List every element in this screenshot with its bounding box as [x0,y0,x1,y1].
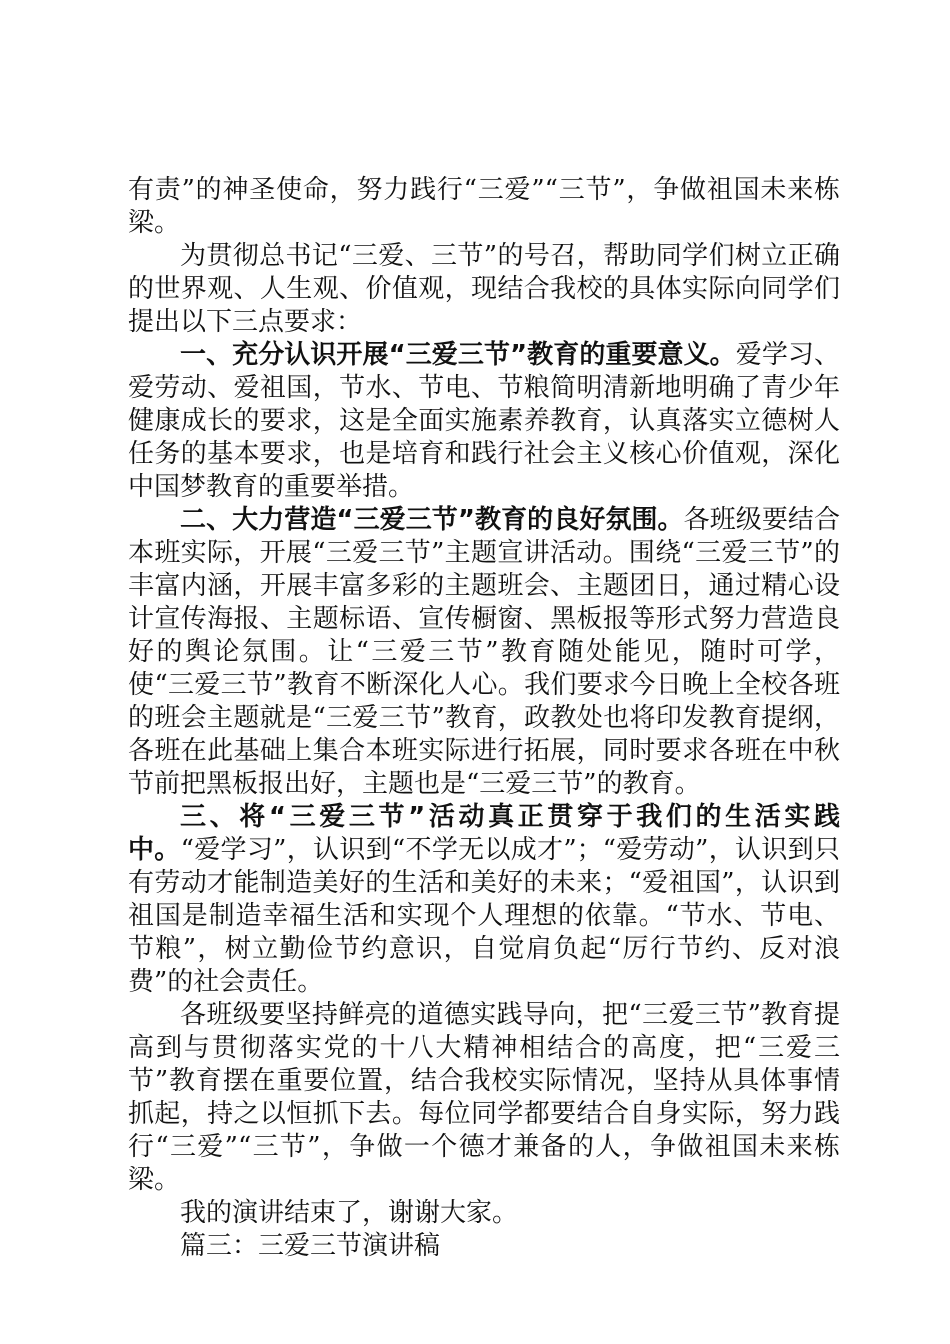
section-title [128,1230,840,1263]
paragraph-summary [128,999,840,1197]
paragraph-text: 各班级要坚持鲜亮的道德实践导向，把“三爱三节”教育提高到与贯彻落实党的十八大精神相结合的高度，把“三爱三节”教育摆在重要位置，结合我校实际情况，坚持从具体事情抓起，持之以恒抓下去。每位同学都要结合自身实际，努力践行“三爱”“三节”，争做一个德才兼备的人，争做祖国未来栋梁。 [128,1000,840,1195]
point-heading: 一、充分认识开展“三爱三节”教育的重要意义。 [180,340,736,370]
paragraph-point-two [128,504,840,801]
point-heading: 三、将“三爱三节”活动真正贯穿于我们的生活实践中。 [128,802,840,865]
paragraph-point-three [128,801,840,999]
paragraph-intro [128,240,840,339]
paragraph-text: 篇三：三爱三节演讲稿 [180,1231,441,1261]
paragraph-continuation [128,174,840,240]
paragraph-text: 我的演讲结束了，谢谢大家。 [180,1198,519,1228]
paragraph-text: “爱学习”，认识到“不学无以成才”；“爱劳动”，认识到只有劳动才能制造美好的生活和美好的未来；“爱祖国”，认识到祖国是制造幸福生活和实现个人理想的依靠。“节水、节电、节粮”，树立勤俭节约意识，自觉肩负起“厉行节约、反对浪费”的社会责任。 [128,835,840,997]
paragraph-closing [128,1197,840,1230]
paragraph-text: 为贯彻总书记“三爱、三节”的号召，帮助同学们树立正确的世界观、人生观、价值观，现结合我校的具体实际向同学们提出以下三点要求： [128,241,840,337]
paragraph-text: 有责”的神圣使命，努力践行“三爱”“三节”，争做祖国未来栋梁。 [128,175,840,238]
paragraph-text: 各班级要结合本班实际，开展“三爱三节”主题宣讲活动。围绕“三爱三节”的丰富内涵，开展丰富多彩的主题班会、主题团日，通过精心设计宣传海报、主题标语、宣传橱窗、黑板报等形式努力营造良好的舆论氛围。让“三爱三节”教育随处能见，随时可学，使“三爱三节”教育不断深化人心。我们要求今日晚上全校各班的班会主题就是“三爱三节”教育，政教处也将印发教育提纲，各班在此基础上集合本班实际进行拓展，同时要求各班在中秋节前把黑板报出好，主题也是“三爱三节”的教育。 [128,505,840,799]
paragraph-text: 爱学习、爱劳动、爱祖国，节水、节电、节粮简明清新地明确了青少年健康成长的要求，这是全面实施素养教育，认真落实立德树人任务的基本要求，也是培育和践行社会主义核心价值观，深化中国梦教育的重要举措。 [128,340,840,502]
point-heading: 二、大力营造“三爱三节”教育的良好氛围。 [180,505,684,535]
paragraph-point-one [128,339,840,504]
document-body [128,174,840,1263]
